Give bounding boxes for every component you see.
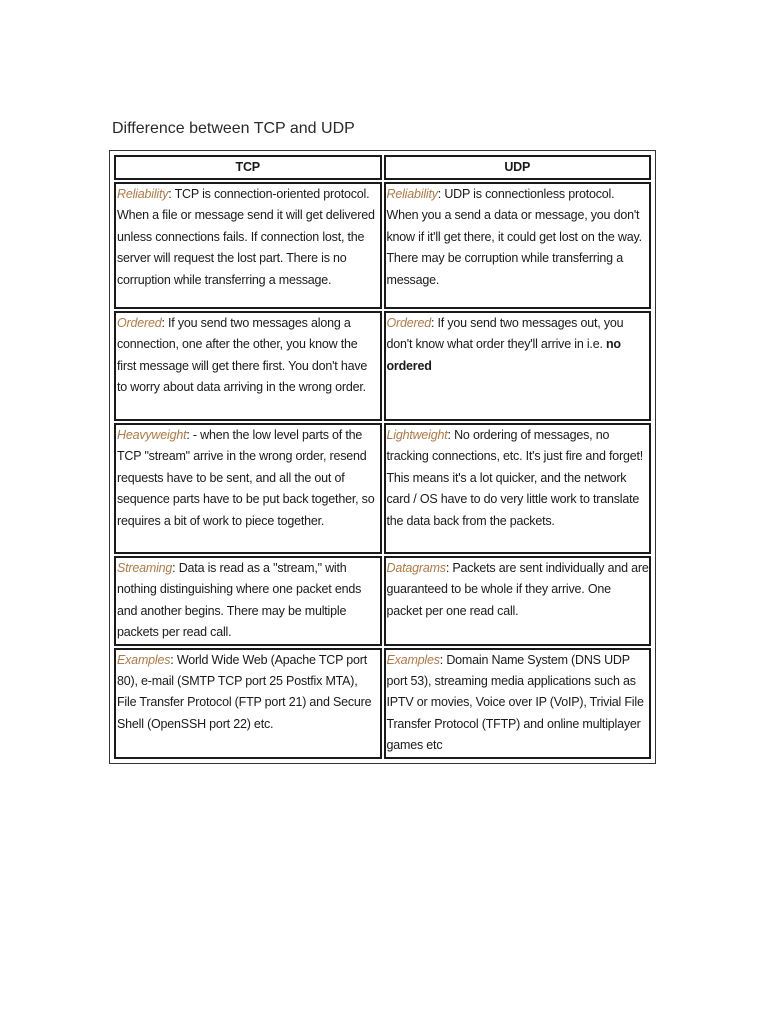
term-label: Ordered [386,316,431,330]
cell-text: : - when the low level parts of the TCP "stream" arrive in the wrong order, resend requests have to be sent, and all the out of sequence parts have to be put back together, so requires a bit of work to piece together. [117,428,375,528]
cell-text: : No ordering of messages, no tracking connections, etc. It's just fire and forget! This means it's a lot quicker, and the network card / OS have to do very little work to translate the data back from the packets. [386,428,644,528]
tcp-examples-cell [114,648,382,759]
cell-text: : UDP is connectionless protocol. When you a send a data or message, you don't know if it'll get there, it could get lost on the way. There may be corruption while transferring a message. [386,187,642,287]
udp-reliability-cell [384,182,652,309]
table-row-ordered [114,311,651,421]
tcp-ordered-cell [114,311,382,421]
cell-text: : TCP is connection-oriented protocol. When a file or message send it will get delivered unless connections fails. If connection lost, the server will request the lost part. There is no corruption while transferring a message. [117,187,375,287]
table-row-streaming [114,556,651,646]
tcp-heavyweight-cell [114,423,382,554]
tcp-reliability-cell [114,182,382,309]
cell-text: : World Wide Web (Apache TCP port 80), e-mail (SMTP TCP port 25 Postfix MTA), File Transfer Protocol (FTP port 21) and Secure Shell (OpenSSH port 22) etc. [117,652,372,731]
term-label: Examples [117,652,171,667]
column-header-udp: UDP [384,155,652,180]
term-label: Lightweight [386,428,448,442]
page-title: Difference between TCP and UDP [112,120,355,137]
cell-text: : Packets are sent individually and are guaranteed to be whole if they arrive. One packet per one read call. [386,561,649,618]
tcp-streaming-cell [114,556,382,646]
cell-text: : Domain Name System (DNS UDP port 53), streaming media applications such as IPTV or movies, Voice over IP (VoIP), Trivial File Transfer Protocol (TFTP) and online multiplayer games etc [386,652,644,753]
bold-text: no ordered [386,337,621,373]
udp-datagrams-cell [384,556,652,646]
udp-ordered-cell [384,311,652,421]
udp-lightweight-cell [384,423,652,554]
cell-text: : If you send two messages out, you don't know what order they'll arrive in i.e. [386,316,624,352]
term-label: Reliability [386,187,438,201]
term-label: Ordered [117,316,162,330]
udp-examples-cell [384,648,652,759]
cell-text: : If you send two messages along a connection, one after the other, you know the first message will get there first. You don't have to worry about data arriving in the wrong order. [117,316,368,395]
column-header-tcp: TCP [114,155,382,180]
table-row-reliability [114,182,651,309]
term-label: Reliability [117,187,169,201]
cell-text: : Data is read as a "stream," with nothing distinguishing where one packet ends and another begins. There may be multiple packets per read call. [117,561,362,640]
term-label: Streaming [117,561,173,575]
table-row-weight [114,423,651,554]
term-label: Heavyweight [117,428,187,442]
table-row-examples [114,648,651,759]
comparison-table [109,150,656,764]
term-label: Examples [386,652,440,667]
table-header-row [114,155,651,180]
term-label: Datagrams [386,561,446,575]
